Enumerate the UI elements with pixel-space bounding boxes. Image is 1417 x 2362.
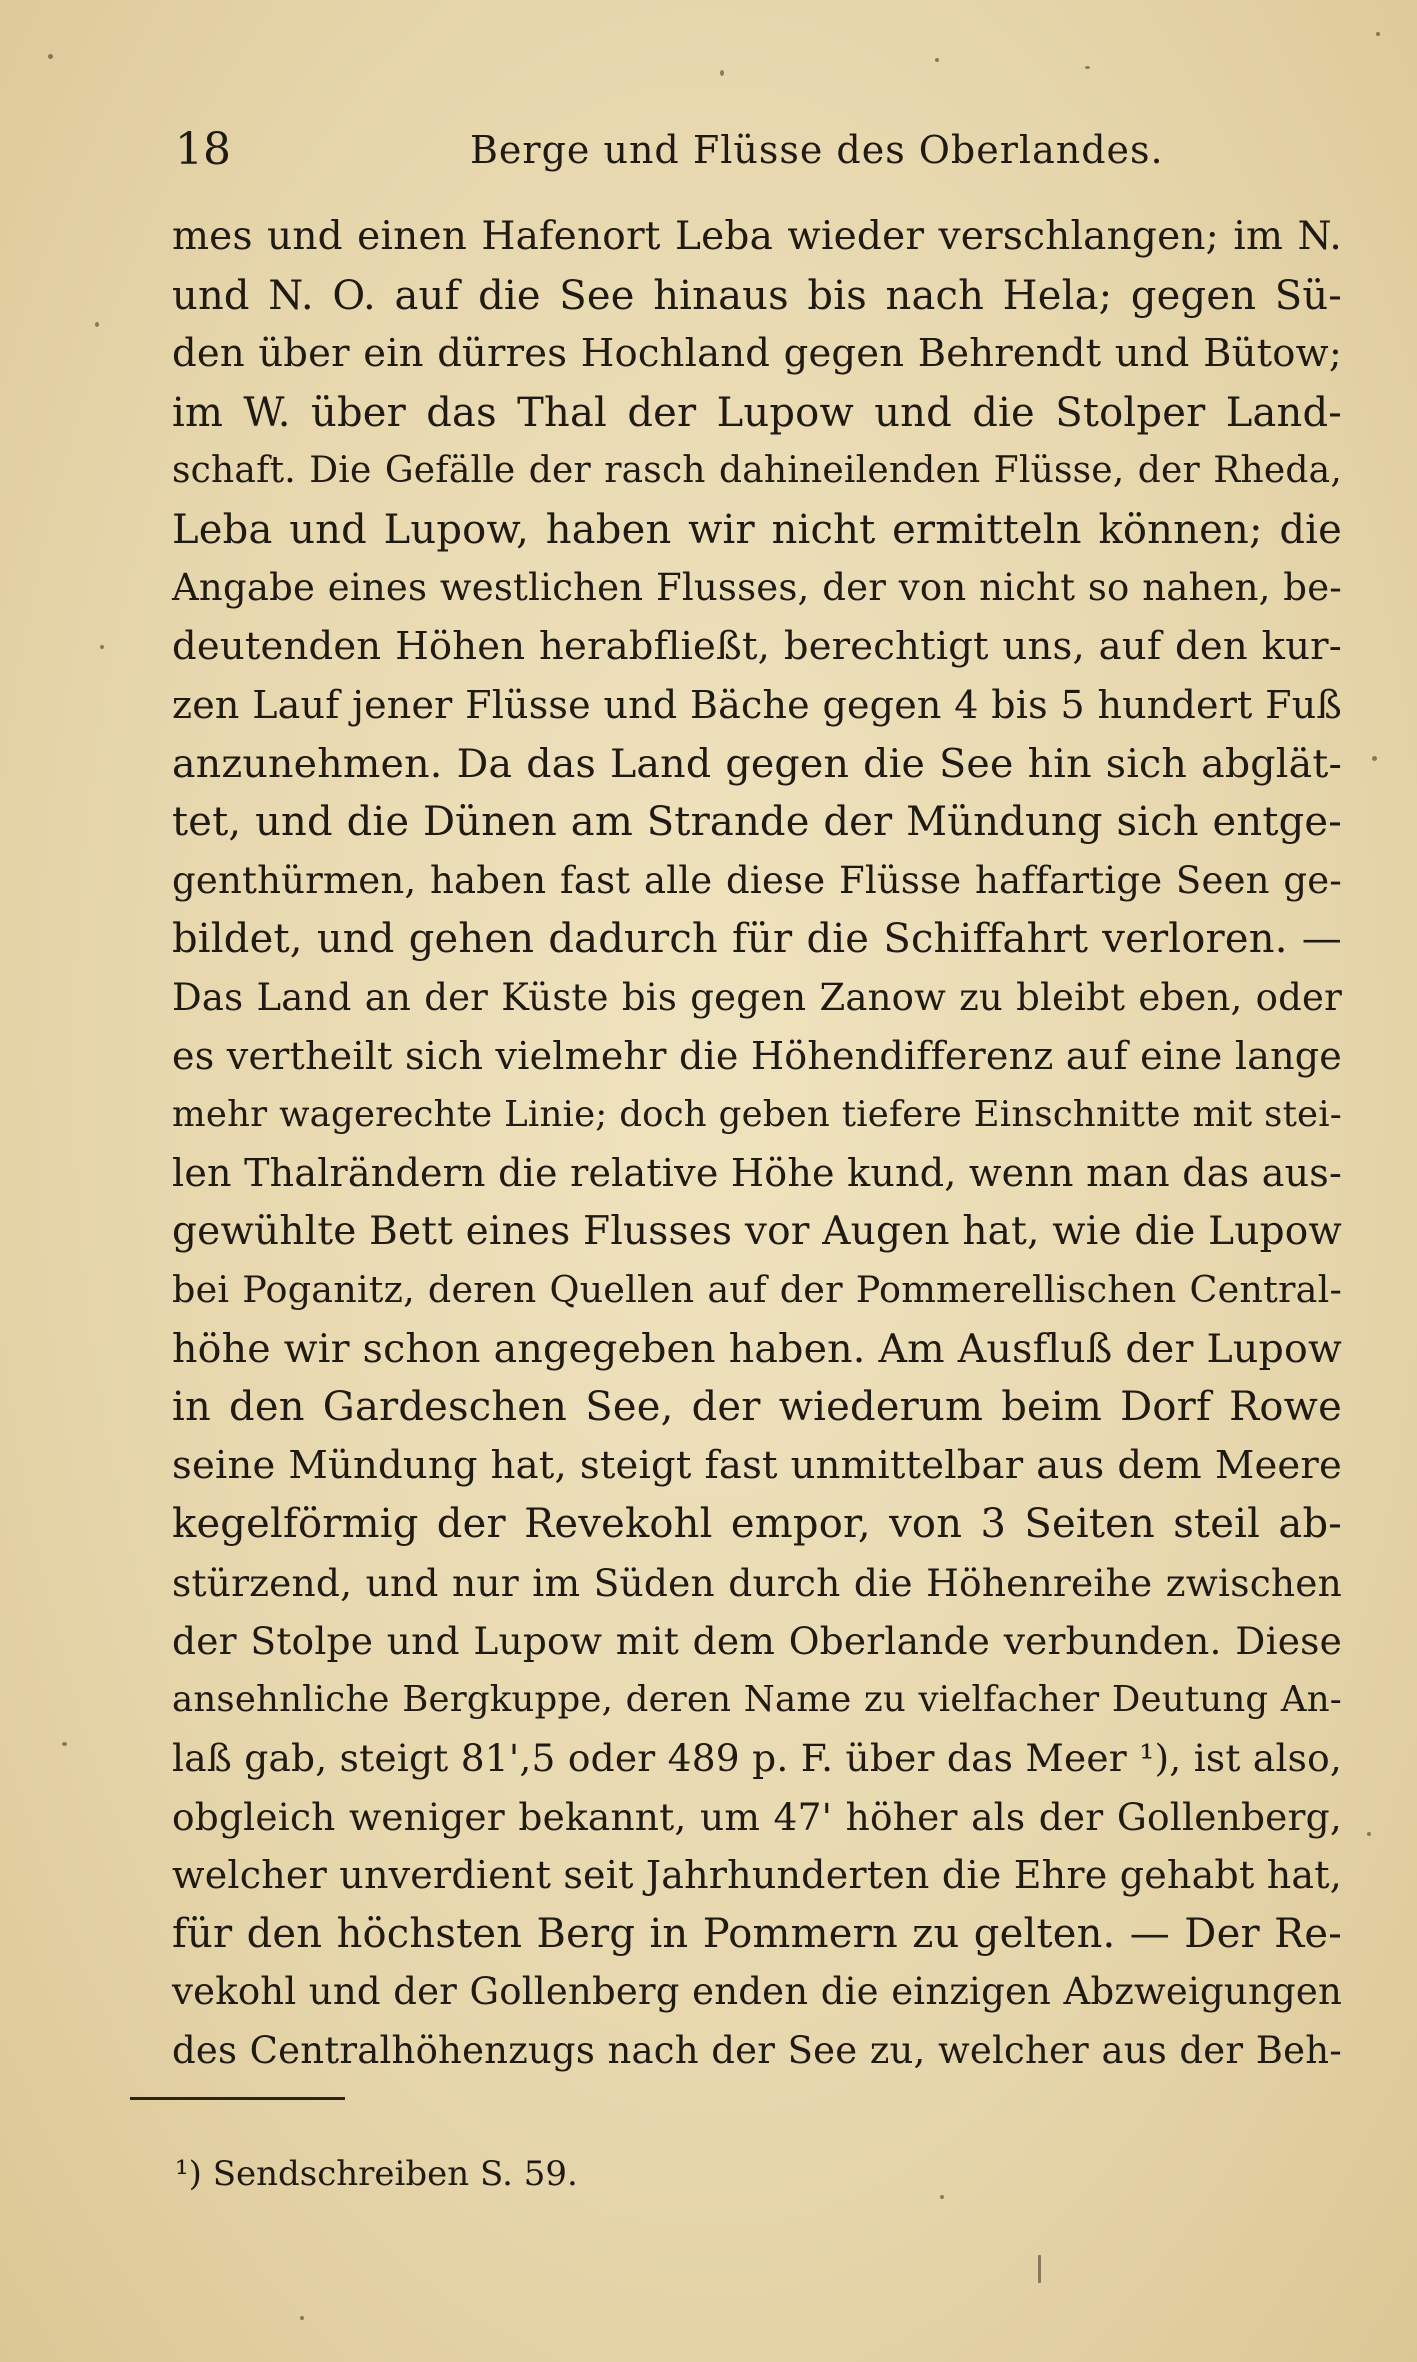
footnote: ¹) Sendschreiben S. 59.: [175, 2154, 578, 2194]
text-line: mes und einen Hafenort Leba wieder verschlangen; im N.: [172, 214, 1342, 259]
text-line: in den Gardeschen See, der wiederum beim Dorf Rowe: [172, 1384, 1342, 1430]
text-line: deutenden Höhen herabfließt, berechtigt uns, auf den kur-: [172, 623, 1342, 669]
text-line: bildet, und gehen dadurch für die Schiffahrt verloren. —: [172, 916, 1342, 962]
text-line: obgleich weniger bekannt, um 47' höher als der Gollenberg,: [172, 1794, 1342, 1839]
page-number: 18: [175, 124, 231, 175]
text-line: tet, und die Dünen am Strande der Mündung sich entge-: [172, 799, 1342, 845]
text-line: Angabe eines westlichen Flusses, der von nicht so nahen, be-: [172, 566, 1342, 609]
text-line: im W. über das Thal der Lupow und die Stolper Land-: [172, 389, 1342, 436]
text-line: mehr wagerechte Linie; doch geben tiefere Einschnitte mit stei-: [172, 1093, 1342, 1135]
text-line: bei Poganitz, deren Quellen auf der Pommerellischen Central-: [172, 1268, 1342, 1311]
text-line: stürzend, und nur im Süden durch die Höhenreihe zwischen: [172, 1560, 1342, 1605]
text-line: Das Land an der Küste bis gegen Zanow zu bleibt eben, oder: [172, 975, 1342, 1019]
paper-speck: [935, 58, 939, 62]
text-line: es vertheilt sich vielmehr die Höhendifferenz auf eine lange: [172, 1034, 1342, 1078]
paper-speck: [48, 54, 53, 59]
text-line: Leba und Lupow, haben wir nicht ermitteln können; die: [172, 506, 1342, 553]
paper-mark: [1038, 2255, 1041, 2283]
paper-speck: [1367, 1832, 1371, 1836]
text-line: ansehnliche Bergkuppe, deren Name zu vielfacher Deutung An-: [172, 1678, 1342, 1720]
text-line: für den höchsten Berg in Pommern zu gelten. — Der Re-: [172, 1910, 1342, 1957]
page-header: [175, 125, 1315, 175]
paper-speck: [1376, 32, 1380, 36]
text-line: und N. O. auf die See hinaus bis nach Hela; gegen Sü-: [172, 272, 1342, 319]
paper-speck: [940, 2195, 944, 2199]
text-line: anzunehmen. Da das Land gegen die See hin sich abglät-: [172, 740, 1342, 787]
text-line: vekohl und der Gollenberg enden die einzigen Abzweigungen: [172, 1970, 1342, 2013]
text-line: höhe wir schon angegeben haben. Am Ausfluß der Lupow: [172, 1325, 1342, 1372]
running-title: Berge und Flüsse des Oberlandes.: [470, 128, 1164, 172]
text-line: seine Mündung hat, steigt fast unmittelbar aus dem Meere: [172, 1442, 1342, 1488]
body-text: [172, 208, 1342, 2080]
paper-speck: [100, 645, 104, 649]
paper-speck: [62, 1742, 67, 1746]
paper-speck: [1085, 66, 1090, 69]
text-line: des Centralhöhenzugs nach der See zu, welcher aus der Beh-: [172, 2028, 1342, 2072]
text-line: laß gab, steigt 81',5 oder 489 p. F. über das Meer ¹), ist also,: [172, 1736, 1342, 1780]
text-line: len Thalrändern die relative Höhe kund, wenn man das aus-: [172, 1151, 1342, 1195]
paper-speck: [95, 322, 99, 327]
text-line: der Stolpe und Lupow mit dem Oberlande verbunden. Diese: [172, 1619, 1342, 1663]
text-line: gewühlte Bett eines Flusses vor Augen hat, wie die Lupow: [172, 1208, 1342, 1254]
paper-speck: [720, 70, 724, 76]
paper-speck: [1372, 756, 1377, 761]
text-line: kegelförmig der Revekohl empor, von 3 Seiten steil ab-: [172, 1501, 1342, 1547]
text-line: zen Lauf jener Flüsse und Bäche gegen 4 bis 5 hundert Fuß: [172, 683, 1342, 727]
text-line: welcher unverdient seit Jahrhunderten die Ehre gehabt hat,: [172, 1853, 1342, 1897]
text-line: schaft. Die Gefälle der rasch dahineilenden Flüsse, der Rheda,: [172, 450, 1342, 491]
footnote-divider: [130, 2097, 345, 2100]
text-line: den über ein dürres Hochland gegen Behrendt und Bütow;: [172, 331, 1342, 376]
paper-speck: [300, 2316, 304, 2320]
text-line: genthürmen, haben fast alle diese Flüsse haffartige Seen ge-: [172, 858, 1342, 902]
